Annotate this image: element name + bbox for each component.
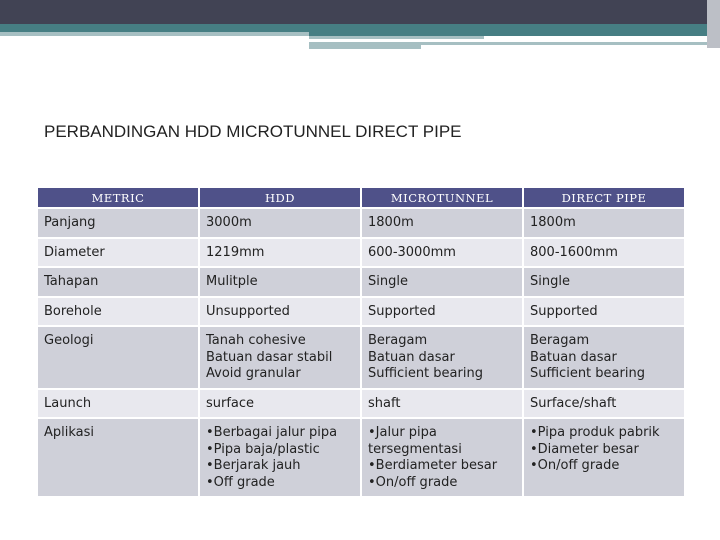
table-cell: Geologi bbox=[38, 327, 198, 388]
table-cell: Tanah cohesive Batuan dasar stabil Avoid granular bbox=[200, 327, 360, 388]
header-band bbox=[0, 0, 707, 24]
table-cell: Panjang bbox=[38, 209, 198, 237]
table-row bbox=[38, 239, 684, 267]
table-cell: Beragam Batuan dasar Sufficient bearing bbox=[524, 327, 684, 388]
table-row bbox=[38, 390, 684, 418]
table-cell: Mulitple bbox=[200, 268, 360, 296]
table-row bbox=[38, 419, 684, 496]
column-header: METRIC bbox=[38, 188, 198, 207]
comparison-table bbox=[36, 186, 686, 498]
table-cell: 1219mm bbox=[200, 239, 360, 267]
header-stripe bbox=[309, 36, 484, 39]
table-cell: Tahapan bbox=[38, 268, 198, 296]
header-stripe bbox=[0, 32, 309, 36]
table-cell: 800-1600mm bbox=[524, 239, 684, 267]
table-cell: Beragam Batuan dasar Sufficient bearing bbox=[362, 327, 522, 388]
column-header: DIRECT PIPE bbox=[524, 188, 684, 207]
table-row bbox=[38, 327, 684, 388]
table-cell: •Pipa produk pabrik •Diameter besar •On/off grade bbox=[524, 419, 684, 496]
header-stripe bbox=[421, 42, 707, 45]
table-cell: •Jalur pipa tersegmentasi •Berdiameter besar •On/off grade bbox=[362, 419, 522, 496]
table-row bbox=[38, 209, 684, 237]
table-cell: •Berbagai jalur pipa •Pipa baja/plastic •Berjarak jauh •Off grade bbox=[200, 419, 360, 496]
table-row bbox=[38, 268, 684, 296]
slide-title: PERBANDINGAN HDD MICROTUNNEL DIRECT PIPE bbox=[44, 122, 462, 141]
table-cell: Borehole bbox=[38, 298, 198, 326]
column-header: MICROTUNNEL bbox=[362, 188, 522, 207]
table-cell: Aplikasi bbox=[38, 419, 198, 496]
table-cell: Unsupported bbox=[200, 298, 360, 326]
table-cell: Single bbox=[524, 268, 684, 296]
table-cell: surface bbox=[200, 390, 360, 418]
header-stripe bbox=[309, 42, 421, 49]
table-cell: 1800m bbox=[362, 209, 522, 237]
column-header: HDD bbox=[200, 188, 360, 207]
table-cell: Supported bbox=[362, 298, 522, 326]
table-cell: Launch bbox=[38, 390, 198, 418]
table-cell: Single bbox=[362, 268, 522, 296]
corner-decoration bbox=[707, 0, 720, 48]
table-cell: Surface/shaft bbox=[524, 390, 684, 418]
table-cell: Diameter bbox=[38, 239, 198, 267]
table-cell: Supported bbox=[524, 298, 684, 326]
table-cell: 3000m bbox=[200, 209, 360, 237]
header-accent bbox=[0, 24, 707, 32]
table-row bbox=[38, 298, 684, 326]
table-cell: 600-3000mm bbox=[362, 239, 522, 267]
table-cell: 1800m bbox=[524, 209, 684, 237]
table-cell: shaft bbox=[362, 390, 522, 418]
